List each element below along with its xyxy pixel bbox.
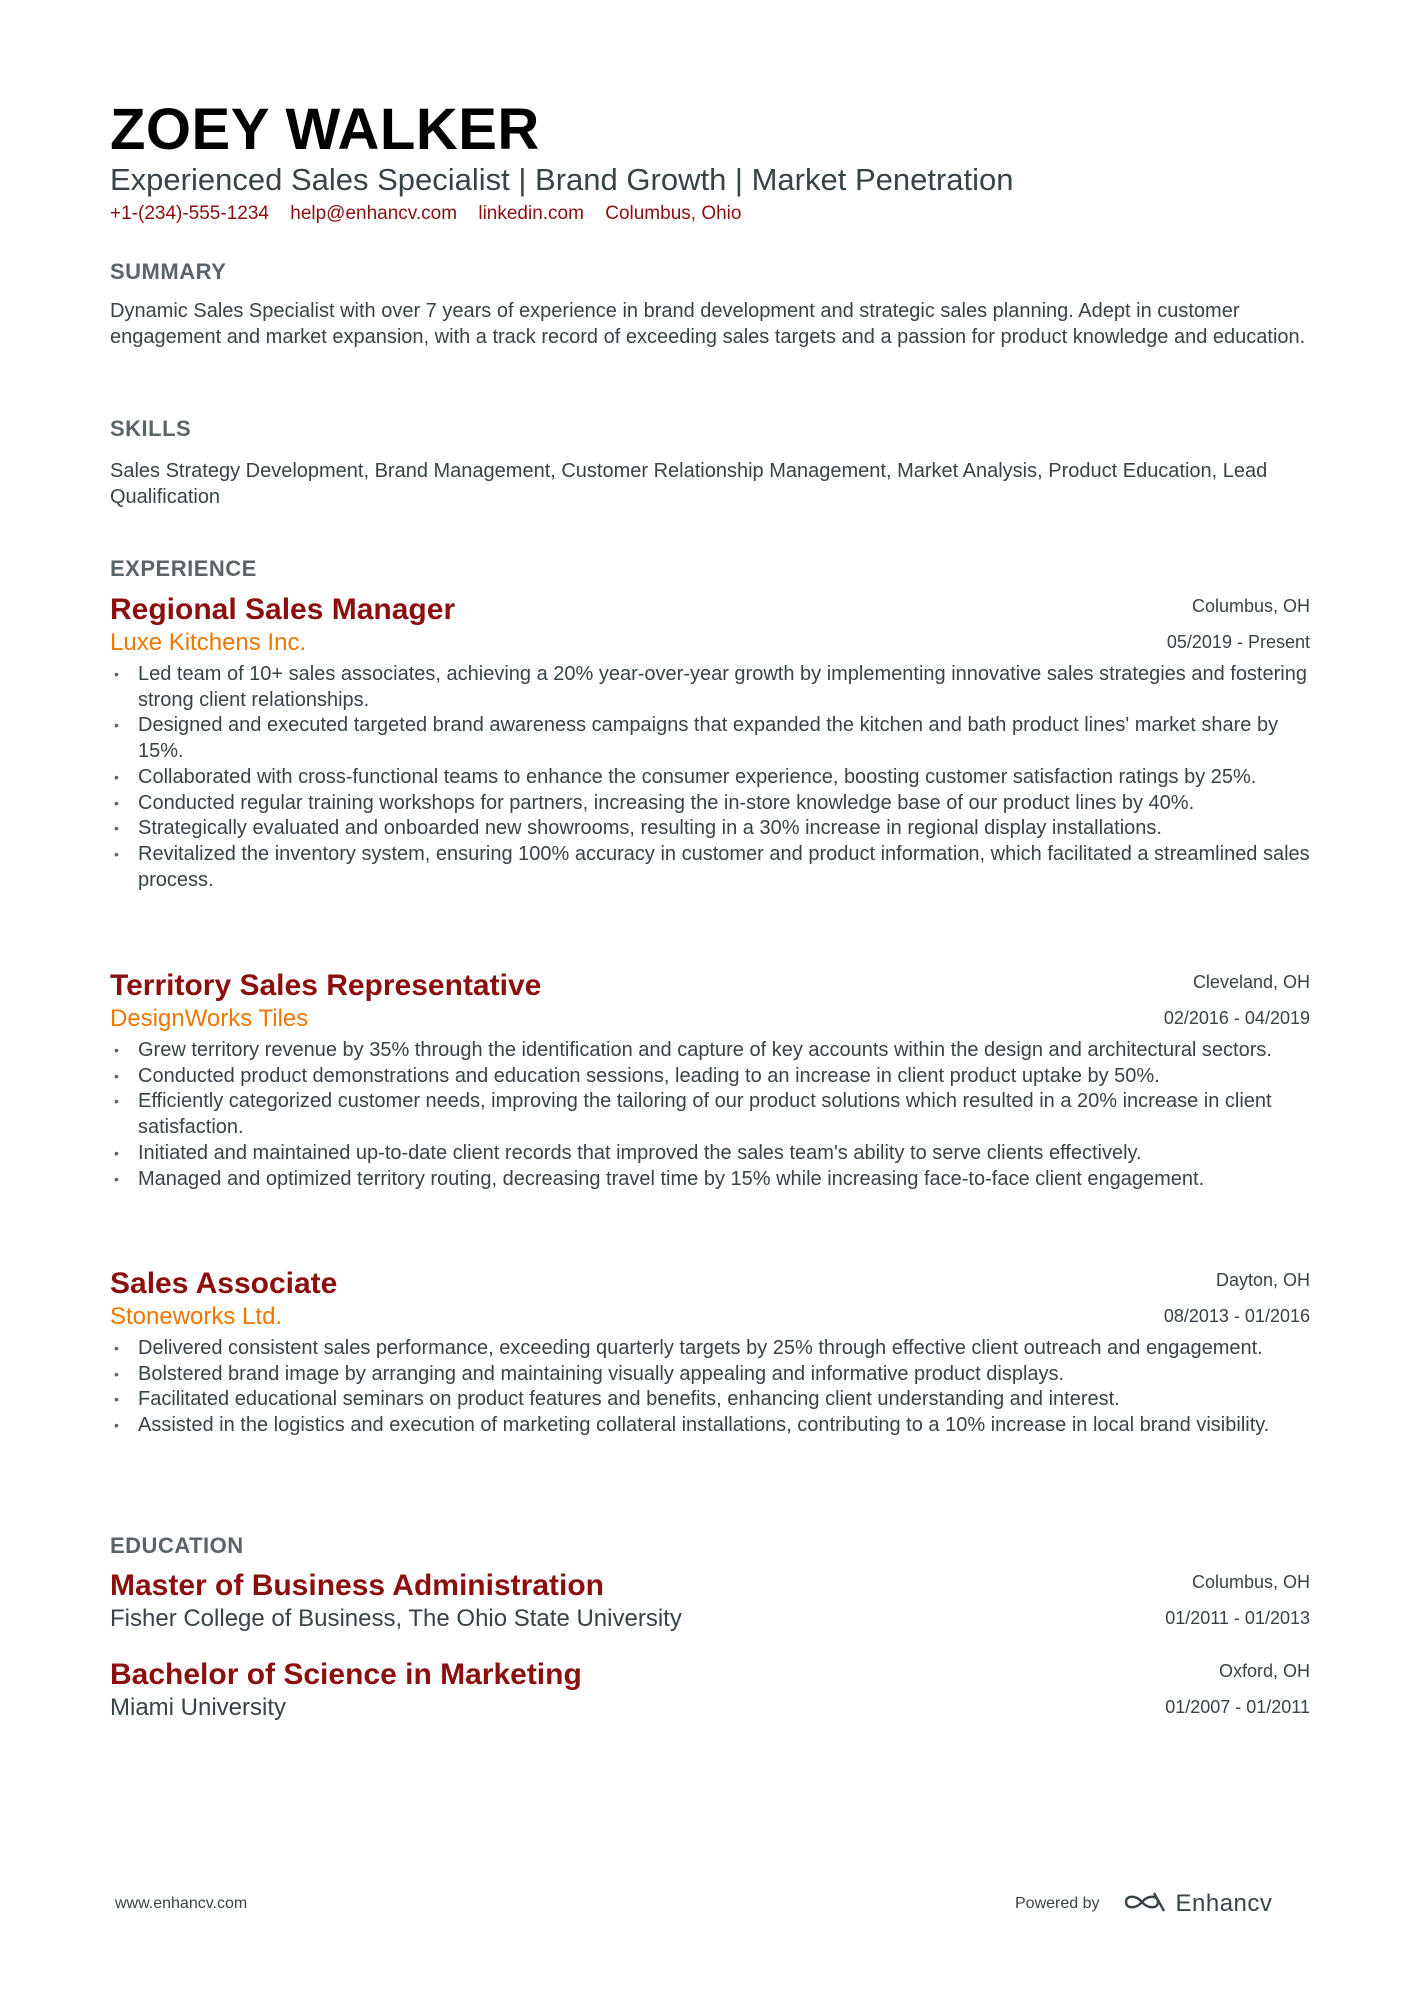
job-bullets bbox=[110, 1336, 1310, 1439]
bullet-item: • Collaborated with cross-functional teams to enhance the consumer experience, boosting customer satisfaction ratings by 25%. bbox=[114, 765, 1257, 788]
skills-heading: SKILLS bbox=[110, 416, 192, 441]
school-name: Miami University bbox=[110, 1694, 287, 1721]
job-title: Sales Associate bbox=[110, 1267, 338, 1300]
company-name: Stoneworks Ltd. bbox=[110, 1303, 283, 1330]
education-dates: 01/2007 - 01/2011 bbox=[1165, 1697, 1310, 1717]
bullet-item: • Efficiently categorized customer needs, improving the tailoring of our product solutions which resulted in a 20% increase in client satisfaction. bbox=[114, 1090, 1272, 1139]
job-dates: 05/2019 - Present bbox=[1166, 632, 1310, 652]
education-entry bbox=[110, 1568, 1310, 1634]
job-title: Territory Sales Representative bbox=[110, 969, 542, 1002]
bullet-item: • Led team of 10+ sales associates, achieving a 20% year-over-year growth by implementing innovative sales strategies and fostering strong client relationships. bbox=[114, 663, 1307, 711]
bullet-item: • Grew territory revenue by 35% through the identification and capture of key accounts within the design and architectural sectors. bbox=[114, 1039, 1272, 1061]
bullet-item: • Initiated and maintained up-to-date client records that improved the sales team's ability to serve clients effectively. bbox=[114, 1141, 1142, 1164]
education-heading: EDUCATION bbox=[110, 1533, 244, 1558]
job-location: Dayton, OH bbox=[1215, 1270, 1310, 1290]
brand-name: Enhancv bbox=[1175, 1890, 1273, 1917]
school-name: Fisher College of Business, The Ohio State University bbox=[110, 1605, 682, 1632]
experience-entry bbox=[110, 592, 1310, 893]
company-name: DesignWorks Tiles bbox=[110, 1005, 309, 1032]
degree-title: Master of Business Administration bbox=[110, 1569, 604, 1602]
bullet-item: • Managed and optimized territory routing, decreasing travel time by 15% while increasing face-to-face client engagement. bbox=[114, 1167, 1205, 1190]
summary-heading: SUMMARY bbox=[110, 259, 227, 284]
footer-branding bbox=[1015, 1884, 1272, 1924]
bullet-item: • Designed and executed targeted brand awareness campaigns that expanded the kitchen and bath product lines' market share by 15%. bbox=[114, 714, 1279, 763]
contact-phone[interactable]: +1-(234)-555-1234 bbox=[110, 203, 269, 224]
bullet-item: • Conducted regular training workshops for partners, increasing the in-store knowledge base of our product lines by 40%. bbox=[114, 791, 1195, 814]
contact-email[interactable]: help@enhancv.com bbox=[290, 203, 458, 224]
candidate-name: ZOEY WALKER bbox=[110, 97, 540, 162]
bullet-item: • Bolstered brand image by arranging and maintaining visually appealing and informative product displays. bbox=[114, 1362, 1065, 1385]
education-location: Oxford, OH bbox=[1218, 1661, 1310, 1681]
enhancv-logo-icon bbox=[1122, 1889, 1168, 1920]
bullet-item: • Revitalized the inventory system, ensuring 100% accuracy in customer and product information, which facilitated a streamlined sales process. bbox=[114, 842, 1310, 891]
company-name: Luxe Kitchens Inc. bbox=[110, 629, 307, 656]
bullet-item: • Facilitated educational seminars on product features and benefits, enhancing client understanding and interest. bbox=[114, 1388, 1120, 1411]
degree-title: Bachelor of Science in Marketing bbox=[110, 1658, 582, 1691]
bullet-item: • Assisted in the logistics and execution of marketing collateral installations, contributing to a 10% increase in local brand visibility. bbox=[114, 1414, 1270, 1437]
powered-by-label: Powered by bbox=[1015, 1895, 1100, 1912]
job-dates: 08/2013 - 01/2016 bbox=[1163, 1306, 1310, 1326]
contact-location: Columbus, Ohio bbox=[605, 203, 742, 224]
skills-text: Sales Strategy Development, Brand Management, Customer Relationship Management, Market Analysis, Product Education, Lead Qualification bbox=[110, 460, 1268, 508]
footer-website[interactable]: www.enhancv.com bbox=[115, 1895, 248, 1912]
contact-linkedin[interactable]: linkedin.com bbox=[478, 203, 584, 224]
experience-entry bbox=[110, 968, 1310, 1192]
job-title: Regional Sales Manager bbox=[110, 593, 456, 626]
education-location: Columbus, OH bbox=[1191, 1572, 1310, 1592]
experience-heading: EXPERIENCE bbox=[110, 556, 257, 581]
summary-text: Dynamic Sales Specialist with over 7 years of experience in brand development and strategic sales planning. Adept in customer engagement and market expansion, with a track record of exceeding sales targets and a passion for product knowledge and education. bbox=[110, 300, 1306, 348]
job-location: Columbus, OH bbox=[1191, 596, 1310, 616]
bullet-item: • Conducted product demonstrations and education sessions, leading to an increase in client product uptake by 50%. bbox=[114, 1064, 1160, 1087]
job-bullets bbox=[110, 1038, 1310, 1192]
job-dates: 02/2016 - 04/2019 bbox=[1163, 1008, 1310, 1028]
bullet-item: • Strategically evaluated and onboarded new showrooms, resulting in a 30% increase in regional display installations. bbox=[114, 817, 1162, 840]
contact-row bbox=[110, 202, 757, 226]
bullet-item: • Delivered consistent sales performance, exceeding quarterly targets by 25% through effective client outreach and engagement. bbox=[114, 1337, 1263, 1359]
job-bullets bbox=[110, 662, 1310, 893]
candidate-headline: Experienced Sales Specialist | Brand Growth | Market Penetration bbox=[110, 162, 1014, 197]
education-dates: 01/2011 - 01/2013 bbox=[1165, 1608, 1310, 1628]
job-location: Cleveland, OH bbox=[1192, 972, 1310, 992]
education-entry bbox=[110, 1657, 1310, 1723]
experience-entry bbox=[110, 1266, 1310, 1439]
